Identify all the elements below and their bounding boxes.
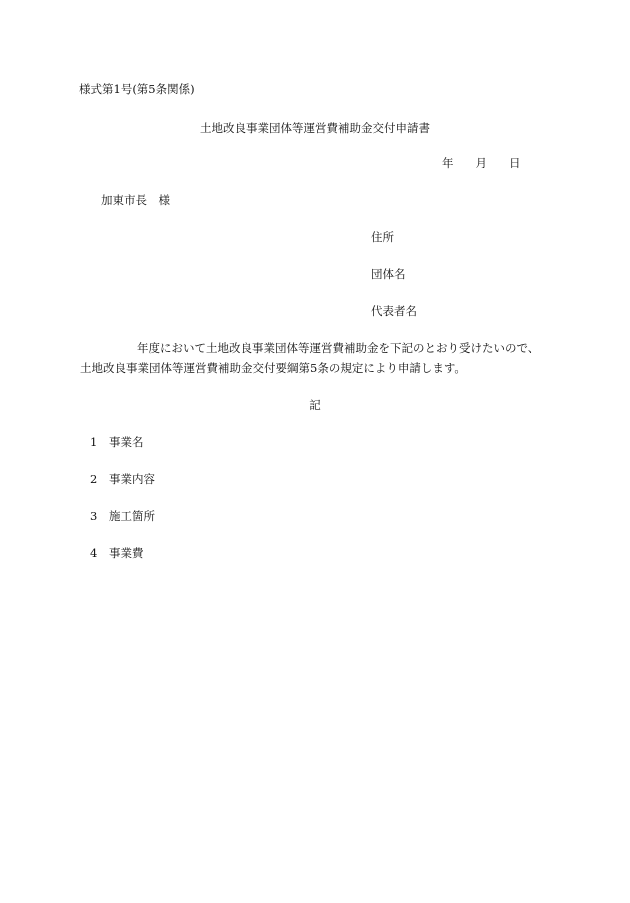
list-item-project-content [90,474,155,486]
body-text-line-2: 土地改良事業団体等運営費補助金交付要綱第5条の規定により申請します。 [80,361,466,375]
form-number: 様式第1号(第5条関係) [79,82,195,96]
address-label: 住所 [371,230,394,244]
list-item-project-name [90,437,144,449]
date-day-label: 日 [509,156,521,170]
item-number: 4 [90,546,98,560]
ki-heading: 記 [309,398,321,412]
date-month-label: 月 [475,156,487,170]
date-year-label: 年 [442,156,454,170]
body-text-line-1: 年度において土地改良事業団体等運営費補助金を下記のとおり受けたいので、 [137,341,540,355]
document-title: 土地改良事業団体等運営費補助金交付申請書 [200,121,430,135]
addressee: 加東市長 様 [101,193,170,207]
item-label: 施工箇所 [109,509,155,523]
item-number: 2 [90,472,98,486]
organization-name-label: 団体名 [371,267,406,281]
list-item-project-cost [90,548,144,560]
list-item-construction-site [90,511,155,523]
date-line [442,158,521,170]
representative-label: 代表者名 [371,304,417,318]
item-number: 3 [90,509,98,523]
item-label: 事業名 [109,435,144,449]
item-label: 事業内容 [109,472,155,486]
item-number: 1 [90,435,98,449]
item-label: 事業費 [109,546,144,560]
